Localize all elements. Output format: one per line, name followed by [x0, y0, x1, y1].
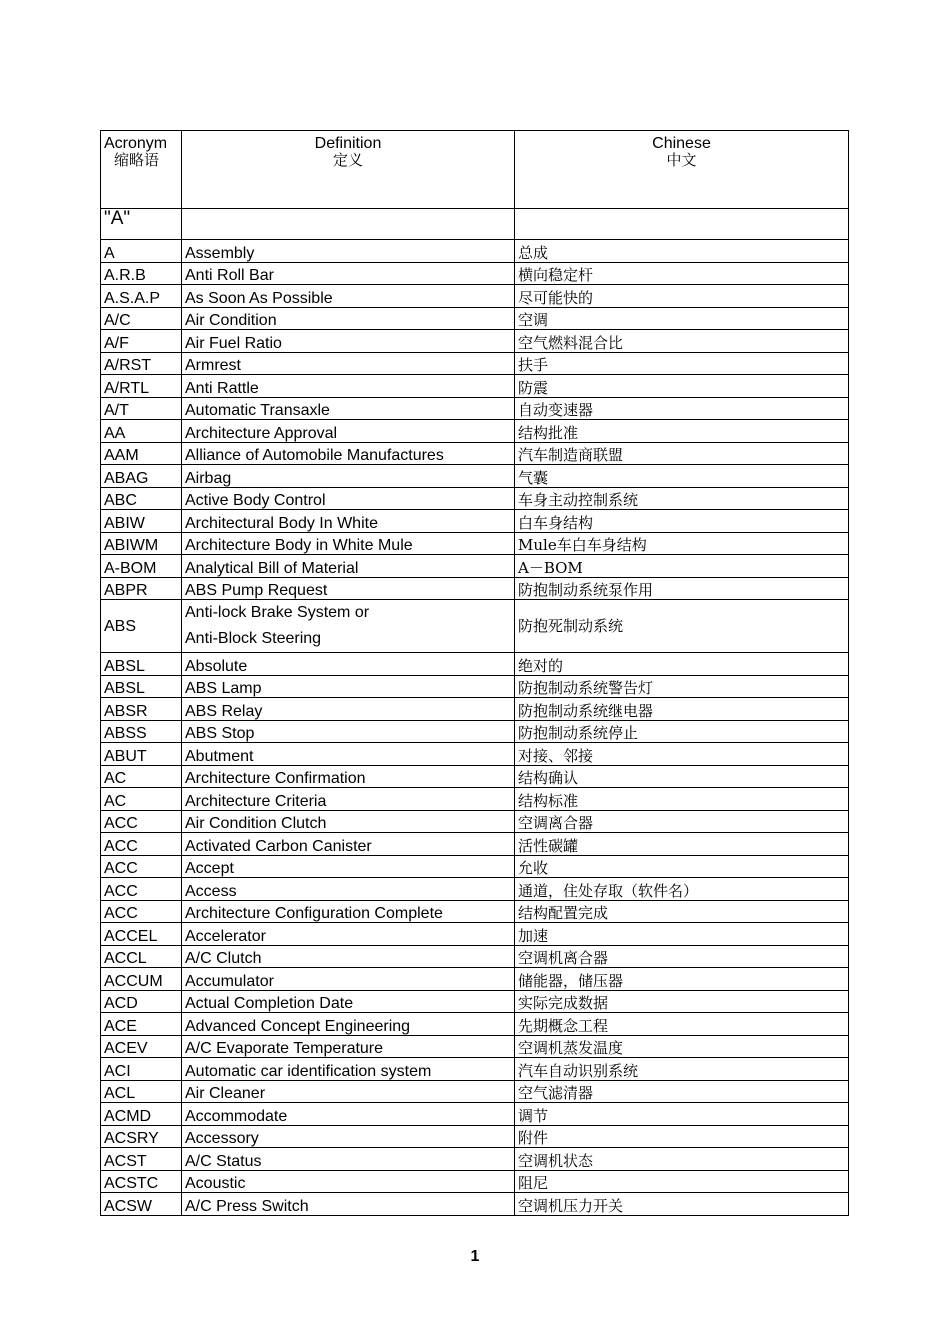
table-row: [101, 1013, 849, 1036]
chinese-cell: 防抱制动系统停止: [515, 720, 849, 743]
table-row: [101, 555, 849, 578]
chinese-cell: 总成: [515, 240, 849, 263]
acronym-cell: ABIW: [101, 510, 182, 533]
chinese-cell: 汽车制造商联盟: [515, 442, 849, 465]
chinese-cell: 允收: [515, 855, 849, 878]
table-row: [101, 577, 849, 600]
table-row: [101, 285, 849, 308]
acronym-cell: ABSL: [101, 653, 182, 676]
chinese-cell: 空调机离合器: [515, 945, 849, 968]
table-row: [101, 375, 849, 398]
definition-cell: ABS Relay: [182, 698, 515, 721]
chinese-cell: 车身主动控制系统: [515, 487, 849, 510]
table-row: [101, 945, 849, 968]
acronym-cell: AA: [101, 420, 182, 443]
definition-cell: Analytical Bill of Material: [182, 555, 515, 578]
chinese-cell: 结构确认: [515, 765, 849, 788]
acronym-cell: ACC: [101, 855, 182, 878]
acronym-cell: ACE: [101, 1013, 182, 1036]
table-row: [101, 653, 849, 676]
chinese-cell: 防抱制动系统警告灯: [515, 675, 849, 698]
header-chinese-zh: 中文: [666, 151, 697, 169]
definition-cell: Air Cleaner: [182, 1080, 515, 1103]
chinese-cell: A－BOM: [515, 555, 849, 578]
definition-cell: Anti Roll Bar: [182, 262, 515, 285]
definition-cell: Armrest: [182, 352, 515, 375]
page-number: 1: [470, 1248, 480, 1265]
chinese-cell: 绝对的: [515, 653, 849, 676]
chinese-cell: Mule车白车身结构: [515, 532, 849, 555]
chinese-cell: 尽可能快的: [515, 285, 849, 308]
chinese-cell: 防抱死制动系统: [515, 600, 849, 653]
acronym-cell: ACC: [101, 833, 182, 856]
chinese-cell: 通道，住处存取（软件名）: [515, 878, 849, 901]
table-row: [101, 1125, 849, 1148]
header-acronym: [101, 131, 182, 209]
definition-cell: ABS Stop: [182, 720, 515, 743]
definition-cell: Accumulator: [182, 968, 515, 991]
acronym-cell: A/RTL: [101, 375, 182, 398]
table-row: [101, 330, 849, 353]
section-label: "A": [101, 209, 182, 240]
chinese-cell: 对接、邻接: [515, 743, 849, 766]
table-row: [101, 878, 849, 901]
table-row: [101, 352, 849, 375]
acronym-cell: ACSRY: [101, 1125, 182, 1148]
acronym-cell: A.R.B: [101, 262, 182, 285]
chinese-cell: 储能器，储压器: [515, 968, 849, 991]
definition-cell: Accessory: [182, 1125, 515, 1148]
header-acronym-en: Acronym: [104, 135, 168, 152]
definition-cell: Architecture Approval: [182, 420, 515, 443]
table-row: [101, 743, 849, 766]
chinese-cell: 调节: [515, 1103, 849, 1126]
table-row: [101, 990, 849, 1013]
acronym-cell: ABIWM: [101, 532, 182, 555]
acronym-cell: ACSW: [101, 1193, 182, 1216]
table-row: [101, 240, 849, 263]
table-row: [101, 510, 849, 533]
acronym-cell: ABC: [101, 487, 182, 510]
chinese-cell: 加速: [515, 923, 849, 946]
definition-line: Anti-Block Steering: [185, 630, 322, 647]
acronym-cell: ACST: [101, 1148, 182, 1171]
definition-cell: Automatic Transaxle: [182, 397, 515, 420]
acronym-cell: ACL: [101, 1080, 182, 1103]
acronym-cell: A/RST: [101, 352, 182, 375]
chinese-cell: 阻尼: [515, 1170, 849, 1193]
table-row: [101, 420, 849, 443]
acronym-cell: A: [101, 240, 182, 263]
definition-cell: A/C Press Switch: [182, 1193, 515, 1216]
definition-cell: As Soon As Possible: [182, 285, 515, 308]
chinese-cell: 先期概念工程: [515, 1013, 849, 1036]
acronym-cell: ACD: [101, 990, 182, 1013]
chinese-cell: 附件: [515, 1125, 849, 1148]
acronym-cell: ABSS: [101, 720, 182, 743]
acronym-cell: ACI: [101, 1058, 182, 1081]
definition-cell: Active Body Control: [182, 487, 515, 510]
definition-cell: [182, 600, 515, 653]
table-row: [101, 1035, 849, 1058]
chinese-cell: 空调机压力开关: [515, 1193, 849, 1216]
acronym-cell: ACC: [101, 810, 182, 833]
chinese-cell: 空气滤清器: [515, 1080, 849, 1103]
chinese-cell: 空调: [515, 307, 849, 330]
definition-cell: A/C Status: [182, 1148, 515, 1171]
definition-cell: Architectural Body In White: [182, 510, 515, 533]
definition-cell: Activated Carbon Canister: [182, 833, 515, 856]
acronym-cell: AC: [101, 788, 182, 811]
definition-cell: Actual Completion Date: [182, 990, 515, 1013]
table-row: [101, 1193, 849, 1216]
chinese-cell: 空调离合器: [515, 810, 849, 833]
definition-cell: Accelerator: [182, 923, 515, 946]
chinese-cell: 结构标准: [515, 788, 849, 811]
header-chinese: [515, 131, 849, 209]
acronym-cell: ABS: [101, 600, 182, 653]
chinese-cell: 活性碳罐: [515, 833, 849, 856]
acronym-cell: ACSTC: [101, 1170, 182, 1193]
table-row: [101, 855, 849, 878]
definition-cell: Assembly: [182, 240, 515, 263]
definition-cell: Alliance of Automobile Manufactures: [182, 442, 515, 465]
acronym-cell: ABSR: [101, 698, 182, 721]
acronym-cell: AC: [101, 765, 182, 788]
section-row: [101, 209, 849, 240]
chinese-cell: 空调机状态: [515, 1148, 849, 1171]
definition-cell: A/C Evaporate Temperature: [182, 1035, 515, 1058]
header-definition-en: Definition: [314, 135, 382, 152]
acronym-cell: A-BOM: [101, 555, 182, 578]
chinese-cell: 扶手: [515, 352, 849, 375]
definition-cell: ABS Pump Request: [182, 577, 515, 600]
acronym-cell: ACMD: [101, 1103, 182, 1126]
chinese-cell: 防抱制动系统泵作用: [515, 577, 849, 600]
chinese-cell: 空气燃料混合比: [515, 330, 849, 353]
definition-cell: A/C Clutch: [182, 945, 515, 968]
definition-cell: Absolute: [182, 653, 515, 676]
acronym-cell: ACC: [101, 878, 182, 901]
chinese-cell: 实际完成数据: [515, 990, 849, 1013]
section-empty-cell: [515, 209, 849, 240]
header-row: [101, 131, 849, 209]
table-row: [101, 1170, 849, 1193]
definition-cell: Architecture Confirmation: [182, 765, 515, 788]
definition-cell: Abutment: [182, 743, 515, 766]
definition-cell: Accommodate: [182, 1103, 515, 1126]
chinese-cell: 汽车自动识别系统: [515, 1058, 849, 1081]
definition-cell: Air Fuel Ratio: [182, 330, 515, 353]
acronym-cell: ACCEL: [101, 923, 182, 946]
chinese-cell: 防震: [515, 375, 849, 398]
acronym-table: [100, 130, 849, 1216]
table-row: [101, 788, 849, 811]
definition-cell: Automatic car identification system: [182, 1058, 515, 1081]
acronym-cell: ACCUM: [101, 968, 182, 991]
table-row: [101, 833, 849, 856]
acronym-cell: ACCL: [101, 945, 182, 968]
definition-cell: Architecture Criteria: [182, 788, 515, 811]
section-empty-cell: [182, 209, 515, 240]
table-row: [101, 675, 849, 698]
chinese-cell: 横向稳定杆: [515, 262, 849, 285]
definition-cell: Advanced Concept Engineering: [182, 1013, 515, 1036]
acronym-cell: AAM: [101, 442, 182, 465]
table-row: [101, 442, 849, 465]
table-row: [101, 1058, 849, 1081]
definition-cell: Acoustic: [182, 1170, 515, 1193]
table-row: [101, 900, 849, 923]
definition-line: Anti-lock Brake System or: [185, 604, 370, 621]
acronym-cell: A/T: [101, 397, 182, 420]
chinese-cell: 气囊: [515, 465, 849, 488]
definition-cell: Air Condition: [182, 307, 515, 330]
table-row: [101, 765, 849, 788]
definition-cell: Accept: [182, 855, 515, 878]
table-row: [101, 1103, 849, 1126]
definition-cell: Access: [182, 878, 515, 901]
definition-cell: Anti Rattle: [182, 375, 515, 398]
table-row: [101, 1080, 849, 1103]
header-definition: [182, 131, 515, 209]
definition-cell: ABS Lamp: [182, 675, 515, 698]
chinese-cell: 结构批准: [515, 420, 849, 443]
acronym-cell: ABAG: [101, 465, 182, 488]
table-row: [101, 810, 849, 833]
header-acronym-zh: 缩略语: [114, 151, 160, 169]
table-row: [101, 698, 849, 721]
table-row: [101, 968, 849, 991]
table-row: [101, 262, 849, 285]
acronym-cell: ABSL: [101, 675, 182, 698]
acronym-cell: ABUT: [101, 743, 182, 766]
chinese-cell: 防抱制动系统继电器: [515, 698, 849, 721]
table-row: [101, 307, 849, 330]
acronym-cell: ACC: [101, 900, 182, 923]
table-row: [101, 397, 849, 420]
table-row: [101, 487, 849, 510]
chinese-cell: 结构配置完成: [515, 900, 849, 923]
table-row: [101, 465, 849, 488]
acronym-cell: ABPR: [101, 577, 182, 600]
acronym-cell: A.S.A.P: [101, 285, 182, 308]
table-row: [101, 1148, 849, 1171]
definition-cell: Architecture Body in White Mule: [182, 532, 515, 555]
table-row: [101, 532, 849, 555]
header-chinese-en: Chinese: [652, 135, 711, 152]
definition-cell: Air Condition Clutch: [182, 810, 515, 833]
table-row: [101, 923, 849, 946]
definition-cell: Airbag: [182, 465, 515, 488]
table-row: [101, 720, 849, 743]
acronym-cell: ACEV: [101, 1035, 182, 1058]
chinese-cell: 空调机蒸发温度: [515, 1035, 849, 1058]
header-definition-zh: 定义: [332, 151, 363, 169]
definition-cell: Architecture Configuration Complete: [182, 900, 515, 923]
chinese-cell: 自动变速器: [515, 397, 849, 420]
acronym-cell: A/C: [101, 307, 182, 330]
table-row: [101, 600, 849, 653]
chinese-cell: 白车身结构: [515, 510, 849, 533]
acronym-cell: A/F: [101, 330, 182, 353]
